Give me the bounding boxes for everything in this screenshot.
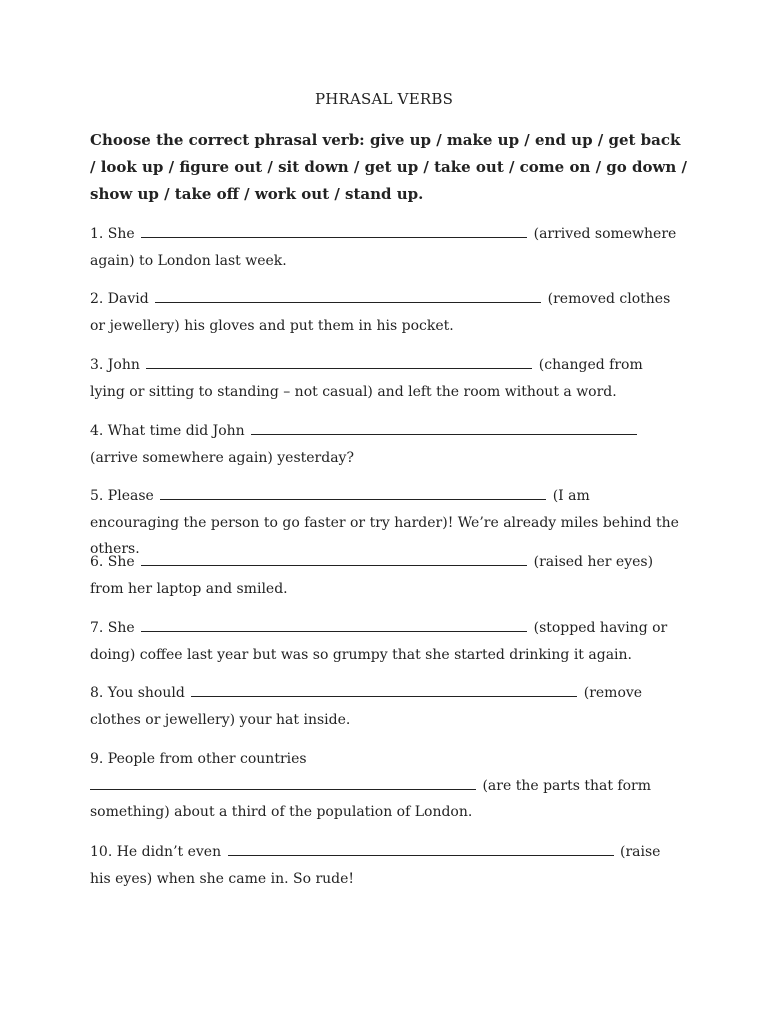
- answer-blank[interactable]: [141, 617, 527, 632]
- item-hint: (arrive somewhere again) yesterday?: [90, 449, 354, 466]
- item-prompt: 10. He didn’t even: [90, 844, 222, 860]
- exercise-item-7: [90, 615, 680, 668]
- item-hint: (are the parts that form something) about a third of the population of London.: [90, 777, 651, 820]
- answer-blank[interactable]: [141, 551, 527, 566]
- item-hint: (arrived somewhere again) to London last week.: [90, 226, 677, 269]
- exercise-item-4: [90, 418, 680, 471]
- item-prompt: 4. What time did John: [90, 423, 245, 439]
- answer-blank[interactable]: [146, 354, 532, 369]
- item-prompt: 9. People from other countries: [90, 751, 307, 767]
- item-prompt: 1. She: [90, 226, 135, 242]
- item-hint: (removed clothes or jewellery) his gloves and put them in his pocket.: [90, 291, 671, 334]
- answer-blank[interactable]: [191, 682, 577, 697]
- item-prompt: 5. Please: [90, 488, 154, 504]
- item-hint: (stopped having or doing) coffee last year but was so grumpy that she started drinking it again.: [90, 620, 668, 663]
- answer-blank[interactable]: [141, 223, 527, 238]
- item-hint: (raised her eyes) from her laptop and smiled.: [90, 554, 654, 597]
- answer-blank[interactable]: [155, 288, 541, 303]
- item-prompt: 8. You should: [90, 685, 185, 701]
- item-prompt: 2. David: [90, 291, 149, 307]
- exercise-item-9: [90, 746, 680, 826]
- item-prompt: 7. She: [90, 620, 135, 636]
- answer-blank[interactable]: [160, 485, 546, 500]
- item-hint: (raise his eyes) when she came in. So rude!: [90, 844, 661, 887]
- answer-blank[interactable]: [228, 841, 614, 856]
- item-hint: (changed from lying or sitting to standing – not casual) and left the room without a word.: [90, 357, 643, 400]
- answer-blank[interactable]: [90, 775, 476, 790]
- exercise-item-3: [90, 352, 680, 405]
- item-hint: (I am encouraging the person to go faster or try harder)! We’re already miles behind the others.: [90, 488, 679, 557]
- exercise-item-8: [90, 680, 680, 733]
- exercise-item-1: [90, 221, 680, 274]
- item-prompt: 6. She: [90, 554, 135, 570]
- page-title: PHRASAL VERBS: [314, 90, 454, 108]
- item-hint: (remove clothes or jewellery) your hat inside.: [90, 685, 643, 728]
- answer-blank[interactable]: [251, 420, 637, 435]
- item-prompt: 3. John: [90, 357, 140, 373]
- exercise-item-10: [90, 839, 680, 892]
- exercise-item-2: [90, 286, 680, 339]
- exercise-item-6: [90, 549, 680, 602]
- instructions: Choose the correct phrasal verb: give up / make up / end up / get back / look up / figure out / sit down / get up / take out / come on / go down / show up / take off / work out / stand up.: [90, 131, 688, 203]
